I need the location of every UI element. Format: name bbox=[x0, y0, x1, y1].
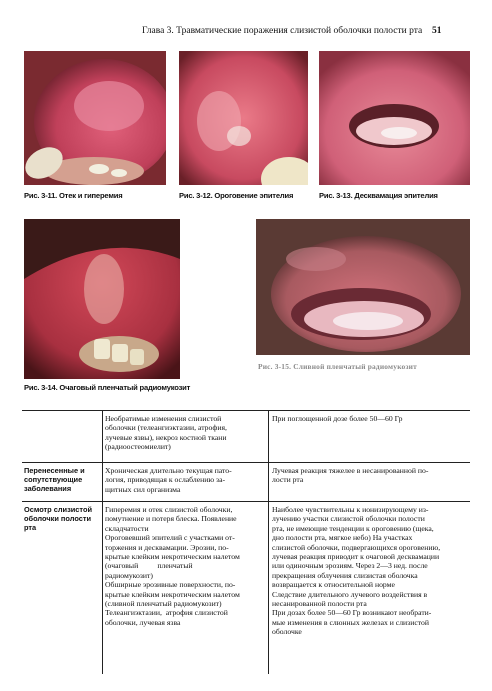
table-row-2-col2: Хроническая длительно текущая пато- логия, приводящая к ослаблению за- щитных сил организма bbox=[105, 466, 232, 494]
table-row-3-col3: Наиболее чувствительны к ионизирующему из- лучению участки слизистой оболочки полости рта, не имеющие тенденции к ороговению (щека, дно полости рта, мягкое небо) На участках слизистой оболочки, подвергающихся ороговению, лучевая реакция приводит к очаговой десквамации или одиночным эрозиям. Через 2—3 нед. после прекращения облучения слизистая оболочка возвращается к относительной норме Следствие длительного лучевого воздействия в несанированной полости рта При дозах более 50—60 Гр возникают необрати- мые изменения в слюнных железах и слизистой оболочке bbox=[272, 505, 441, 637]
photo-fig-3-13 bbox=[319, 51, 470, 185]
table-rule bbox=[22, 462, 470, 463]
caption-fig-3-12: Рис. 3-12. Ороговение эпителия bbox=[179, 191, 294, 200]
caption-fig-3-13: Рис. 3-13. Десквамация эпителия bbox=[319, 191, 438, 200]
table-col-divider bbox=[102, 410, 103, 674]
photo-fig-3-15 bbox=[256, 219, 470, 355]
page-number: 51 bbox=[432, 26, 442, 36]
chapter-title: Глава 3. Травматические поражения слизистой оболочки полости рта bbox=[142, 26, 423, 36]
table-row-1-col3: При поглощенной дозе более 50—60 Гр bbox=[272, 414, 403, 423]
caption-fig-3-15: Рис. 3-15. Сливной пленчатый радиомукозит bbox=[258, 362, 417, 371]
photo-fig-3-14 bbox=[24, 219, 180, 379]
caption-fig-3-11: Рис. 3-11. Отек и гиперемия bbox=[24, 191, 123, 200]
photo-fig-3-12 bbox=[179, 51, 308, 185]
table-row-2-col3: Лучевая реакция тяжелее в несанированной по- лости рта bbox=[272, 466, 429, 485]
table-rule bbox=[22, 501, 470, 502]
table-row-3-label: Осмотр слизистой оболочки полости рта bbox=[24, 505, 93, 532]
table-row-2-label: Перенесенные и сопутствующие заболевания bbox=[24, 466, 85, 493]
caption-fig-3-14: Рис. 3-14. Очаговый пленчатый радиомукозит bbox=[24, 383, 191, 392]
table-col-divider bbox=[268, 410, 269, 674]
photo-fig-3-11 bbox=[24, 51, 166, 185]
table-rule bbox=[22, 410, 470, 411]
table-row-3-col2: Гиперемия и отек слизистой оболочки, помутнение и потеря блеска. Появление складчатости Ороговевший эпителий с участками от- торжения и десквамации. Эрозии, по- крытые клейким некротическим налетом (очаговый пленчатый радиомукозит) Обширные эрозивные поверхности, по- крытые клейким некротическим налетом (сливной пленчатый радиомукозит) Телеангиэктазии, атрофия слизистой оболочки, лучевая язва bbox=[105, 505, 240, 627]
table-row-1-col2: Необратимые изменения слизистой оболочки (телеангиэктазии, атрофия, лучевые язвы), некроз костной ткани (радиоостеомиелит) bbox=[105, 414, 227, 452]
